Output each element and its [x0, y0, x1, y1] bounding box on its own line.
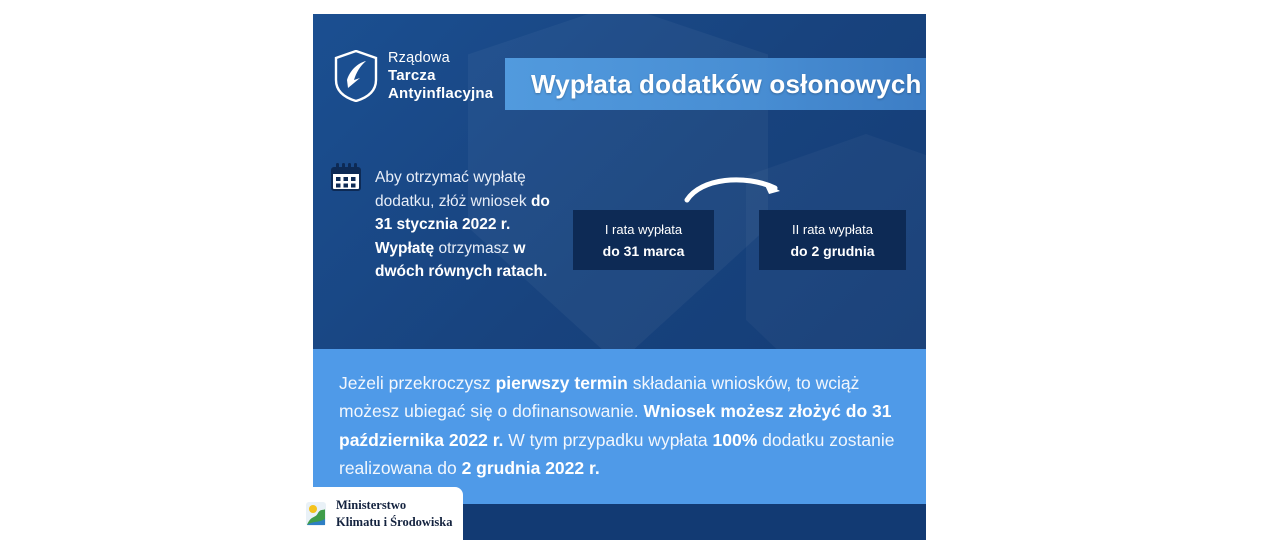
ministry-badge [273, 487, 463, 540]
installment-1-date: do 31 marca [602, 242, 685, 259]
deadline-text-1: Aby otrzymać wypłatę dodatku, złóż wniosek [375, 169, 531, 210]
info-bold-1: pierwszy termin [495, 373, 628, 393]
brand-line-1: Rządowa [388, 50, 450, 66]
additional-info-panel [313, 349, 926, 504]
ministry-line-1: Ministerstwo [336, 498, 407, 513]
ministry-line-2: Klimatu i Środowiska [336, 514, 453, 529]
infographic-card [313, 14, 926, 540]
deadline-bold-2: w dwóch równych ratach. [375, 239, 548, 281]
info-bold-3: 100% [712, 429, 758, 450]
installment-box-2 [759, 210, 906, 270]
installment-1-label: I rata wypłata [604, 221, 683, 237]
shield-eagle-icon [334, 50, 378, 102]
info-bold-2: Wniosek możesz złożyć do 31 października 2022 r. [339, 401, 892, 450]
brand-line-2: Tarcza [388, 67, 436, 85]
info-text-3: W tym przypadku wypłata [503, 429, 713, 450]
deadline-text-2: otrzymasz [434, 239, 514, 257]
deadline-bold-1: do 31 stycznia 2022 r. Wypłatę [375, 192, 550, 257]
page-title-banner [505, 58, 926, 110]
additional-info-text [339, 369, 900, 482]
installment-box-1 [573, 210, 714, 270]
info-bold-4: 2 grudnia 2022 r. [461, 458, 600, 479]
deadline-paragraph [375, 166, 567, 284]
brand-line-3: Antyinflacyjna [388, 84, 494, 102]
info-text-4: dodatku zostanie realizowana do [339, 429, 895, 479]
installment-2-label: II rata wypłata [792, 221, 873, 237]
brand-logo [334, 50, 493, 102]
brand-logo-text [388, 50, 493, 102]
ministry-name [336, 497, 452, 530]
info-text-1: Jeżeli przekroczysz [339, 373, 496, 393]
curved-arrow-right-icon [683, 172, 793, 214]
calendar-icon [330, 162, 362, 194]
installment-2-date: do 2 grudnia [790, 242, 875, 259]
info-text-2: składania wniosków, to wciąż możesz ubiegać się o dofinansowanie. [339, 373, 860, 422]
ministry-emblem-icon [305, 501, 327, 527]
page-title: Wypłata dodatków osłonowych [531, 68, 922, 99]
